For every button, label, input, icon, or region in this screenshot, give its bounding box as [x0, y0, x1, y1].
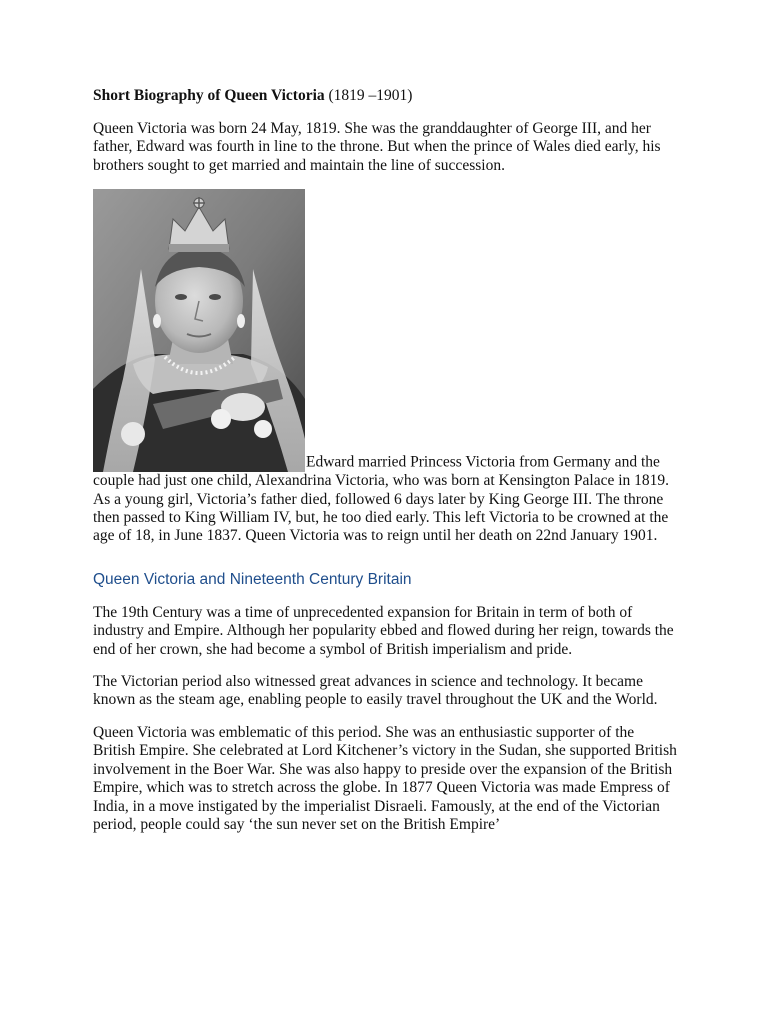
intro-paragraph: Queen Victoria was born 24 May, 1819. She was the granddaughter of George III, and her father, Edward was fourth in line to the throne. But when the prince of Wales died early, his brothers sought to get married and maintain the line of succession.: [93, 120, 661, 174]
section-heading: Queen Victoria and Nineteenth Century Britain: [93, 570, 412, 588]
paragraph-science-technology: The Victorian period also witnessed great advances in science and technology. It became known as the steam age, enabling people to easily travel throughout the UK and the World.: [93, 673, 658, 709]
document-title: [93, 86, 678, 105]
photo-side-paragraph: Edward married Princess Victoria from Germany and the couple had just one child, Alexandrina Victoria, who was born at Kensington Palace in 1819. As a young girl, Victoria’s father died, followed 6 days later by King George III. The throne then passed to King William IV, but, he too died early. This left Victoria to be crowned at the age of 18, in June 1837. Queen Victoria was to reign until her death on 22nd January 1901.: [93, 453, 670, 545]
portrait-photo-icon: [93, 189, 305, 472]
title-dates: (1819 –1901): [324, 87, 413, 104]
paragraph-emblematic: Queen Victoria was emblematic of this period. She was an enthusiastic supporter of the British Empire. She celebrated at Lord Kitchener’s victory in the Sudan, she supported British involvement in the Boer War. She was also happy to preside over the expansion of the British Empire, which was to stretch across the globe. In 1877 Queen Victoria was made Empress of India, in a move instigated by the imperialist Disraeli. Famously, at the end of the Victorian period, people could say ‘the sun never set on the British Empire’: [93, 723, 677, 833]
portrait-image: [93, 189, 305, 472]
title-bold: Short Biography of Queen Victoria: [93, 87, 325, 104]
photo-paragraph: [93, 189, 678, 546]
paragraph-industry-empire: The 19th Century was a time of unprecedented expansion for Britain in term of both of industry and Empire. Although her popularity ebbed and flowed during her reign, towards the end of her crown, she had become a symbol of British imperialism and pride.: [93, 603, 674, 658]
